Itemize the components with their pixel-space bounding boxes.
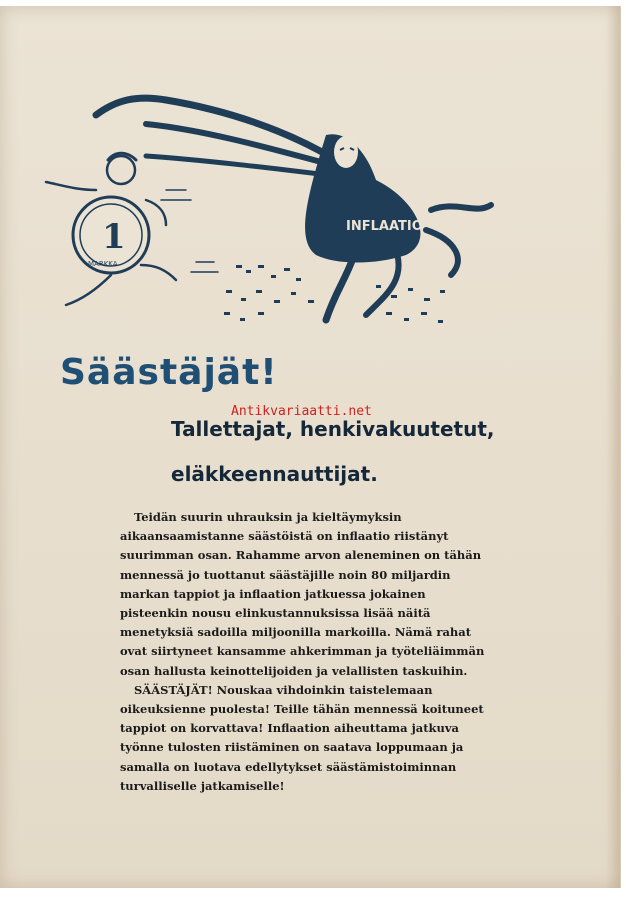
subheading-line-1: Tallettajat, henkivakuutetut, bbox=[171, 417, 495, 441]
page-edge-shadow bbox=[606, 6, 620, 888]
body-text bbox=[120, 508, 488, 796]
body-paragraph-2: SÄÄSTÄJÄT! Nouskaa vihdoinkin taistelemaan oikeuksienne puolesta! Teille tähän mennessä koituneet tappiot on korvattava! Inflaation aiheuttama jatkuva työnne tulosten riistäminen on saatava loppumaan ja samalla on luotava edellytykset säästämistoiminnan turvalliselle jatkamiselle! bbox=[120, 682, 484, 793]
coin-numeral: 1 bbox=[102, 217, 126, 257]
inflation-monster-illustration bbox=[36, 90, 506, 340]
subheading-line-2: eläkkeennauttijat. bbox=[171, 462, 378, 486]
body-paragraph-1: Teidän suurin uhrauksin ja kieltäymyksin aikaansaamistanne säästöistä on inflaatio riistänyt suurimman osan. Rahamme arvon aleneminen on tähän mennessä jo tuottanut säästäjille noin 80 miljardin markan tappiot ja inflaation jatkuessa jokainen pisteenkin nousu elinkustannuksissa lisää näitä menetyksiä sadoilla miljoonilla markoilla. Nämä rahat ovat siirtyneet kansamme ahkerimman ja työteliäimmän osan hallusta keinottelijoiden ja velallisten taskuihin. bbox=[120, 510, 485, 678]
headline: Säästäjät! bbox=[60, 352, 278, 393]
coin-inscription: MARKKA bbox=[88, 260, 118, 268]
watermark-text: Antikvariaatti.net bbox=[231, 404, 372, 419]
poster-page bbox=[0, 6, 621, 888]
monster-label: INFLAATIO bbox=[346, 219, 423, 234]
